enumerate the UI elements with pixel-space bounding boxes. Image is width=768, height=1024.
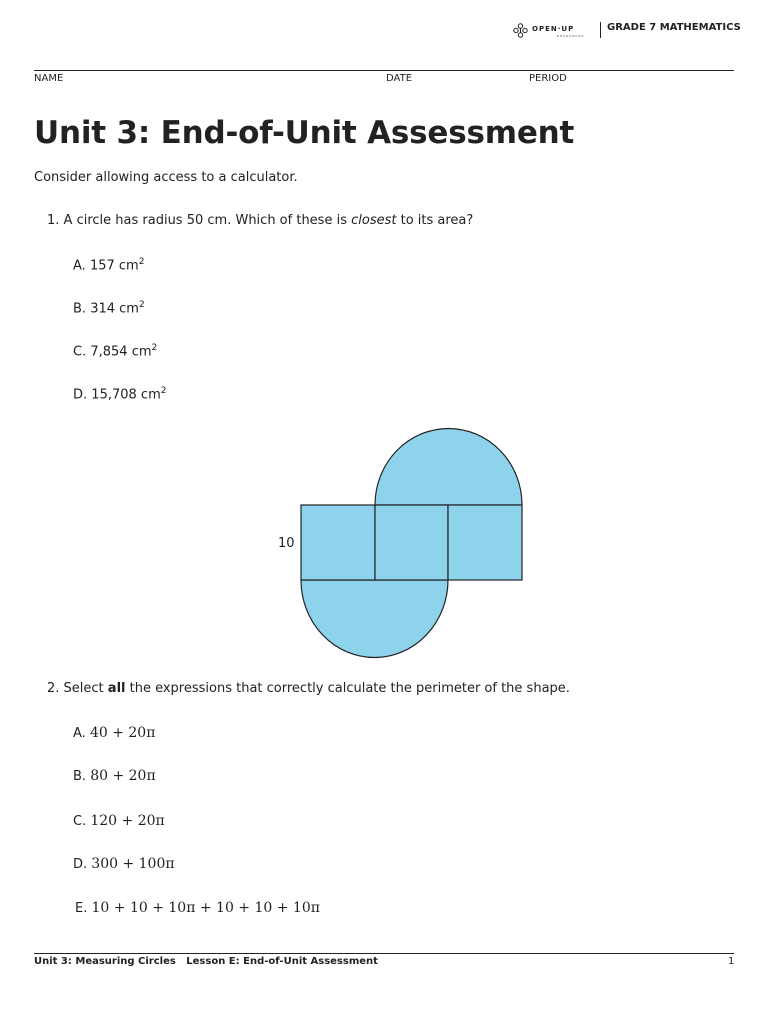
choice-value: 157 cm xyxy=(89,258,139,274)
choice-exponent: 2 xyxy=(138,257,145,267)
choice-letter: D. xyxy=(73,857,88,872)
page-title: Unit 3: End-of-Unit Assessment xyxy=(34,115,575,151)
question-emphasis: all xyxy=(107,681,126,696)
q1-choice-b[interactable] xyxy=(73,300,145,316)
footer-rule xyxy=(34,953,734,954)
choice-letter: E. xyxy=(75,901,88,916)
question-text-before: Select xyxy=(63,681,108,696)
choice-letter: C. xyxy=(73,814,87,829)
name-field-label: NAME xyxy=(34,73,64,84)
choice-value: 314 cm xyxy=(90,301,139,317)
q2-choice-a[interactable] xyxy=(73,725,155,741)
q1-choice-d[interactable] xyxy=(73,386,166,402)
question-emphasis: closest xyxy=(351,213,397,228)
period-field-label: PERIOD xyxy=(529,73,567,84)
choice-exponent: 2 xyxy=(151,343,158,353)
footer-text xyxy=(34,956,378,967)
q2-choice-e[interactable] xyxy=(75,900,320,916)
choice-expression: 10 + 10 + 10π + 10 + 10 + 10π xyxy=(91,900,320,916)
question-text-before: A circle has radius 50 cm. Which of these is xyxy=(63,213,352,228)
q2-choice-b[interactable] xyxy=(73,768,156,784)
footer-unit: Unit 3: Measuring Circles xyxy=(34,956,176,967)
header-divider xyxy=(600,22,601,38)
choice-exponent: 2 xyxy=(138,300,145,310)
header-rule xyxy=(34,70,734,71)
choice-letter: B. xyxy=(73,769,87,784)
choice-expression: 80 + 20π xyxy=(90,768,156,784)
question-2 xyxy=(47,681,570,696)
choice-letter: D. xyxy=(73,387,88,403)
choice-letter: B. xyxy=(73,301,87,317)
bottom-semicircle xyxy=(301,580,448,658)
choice-letter: A. xyxy=(73,258,86,274)
square-left xyxy=(301,505,375,580)
footer-lesson: Lesson E: End-of-Unit Assessment xyxy=(186,956,378,967)
logo-text: OPEN·UP xyxy=(532,25,575,33)
question-text-after: the expressions that correctly calculate the perimeter of the shape. xyxy=(125,681,570,696)
choice-letter: C. xyxy=(73,344,87,360)
logo-subtext: RESOURCES xyxy=(557,34,585,38)
q1-choice-a[interactable] xyxy=(73,257,144,273)
q1-choice-c[interactable] xyxy=(73,343,157,359)
page-number: 1 xyxy=(728,956,735,967)
choice-expression: 40 + 20π xyxy=(89,725,156,741)
q2-choice-c[interactable] xyxy=(73,813,165,829)
grade-label: GRADE 7 MATHEMATICS xyxy=(607,22,741,33)
choice-expression: 300 + 100π xyxy=(91,856,175,872)
question-number: 2. xyxy=(47,681,60,696)
choice-expression: 120 + 20π xyxy=(90,813,165,829)
intro-text: Consider allowing access to a calculator. xyxy=(34,170,298,185)
square-middle xyxy=(375,505,448,580)
choice-value: 7,854 cm xyxy=(90,344,152,360)
choice-letter: A. xyxy=(73,726,86,741)
choice-value: 15,708 cm xyxy=(91,387,161,403)
question-1 xyxy=(47,213,473,228)
date-field-label: DATE xyxy=(386,73,413,84)
open-up-logo-icon xyxy=(512,22,529,39)
question-text-after: to its area? xyxy=(396,213,474,228)
top-semicircle xyxy=(375,428,522,505)
figure-side-label: 10 xyxy=(278,536,295,551)
choice-exponent: 2 xyxy=(160,386,167,396)
square-right xyxy=(448,505,522,580)
composite-shape-figure xyxy=(270,420,540,665)
q2-choice-d[interactable] xyxy=(73,856,175,872)
question-number: 1. xyxy=(47,213,60,228)
